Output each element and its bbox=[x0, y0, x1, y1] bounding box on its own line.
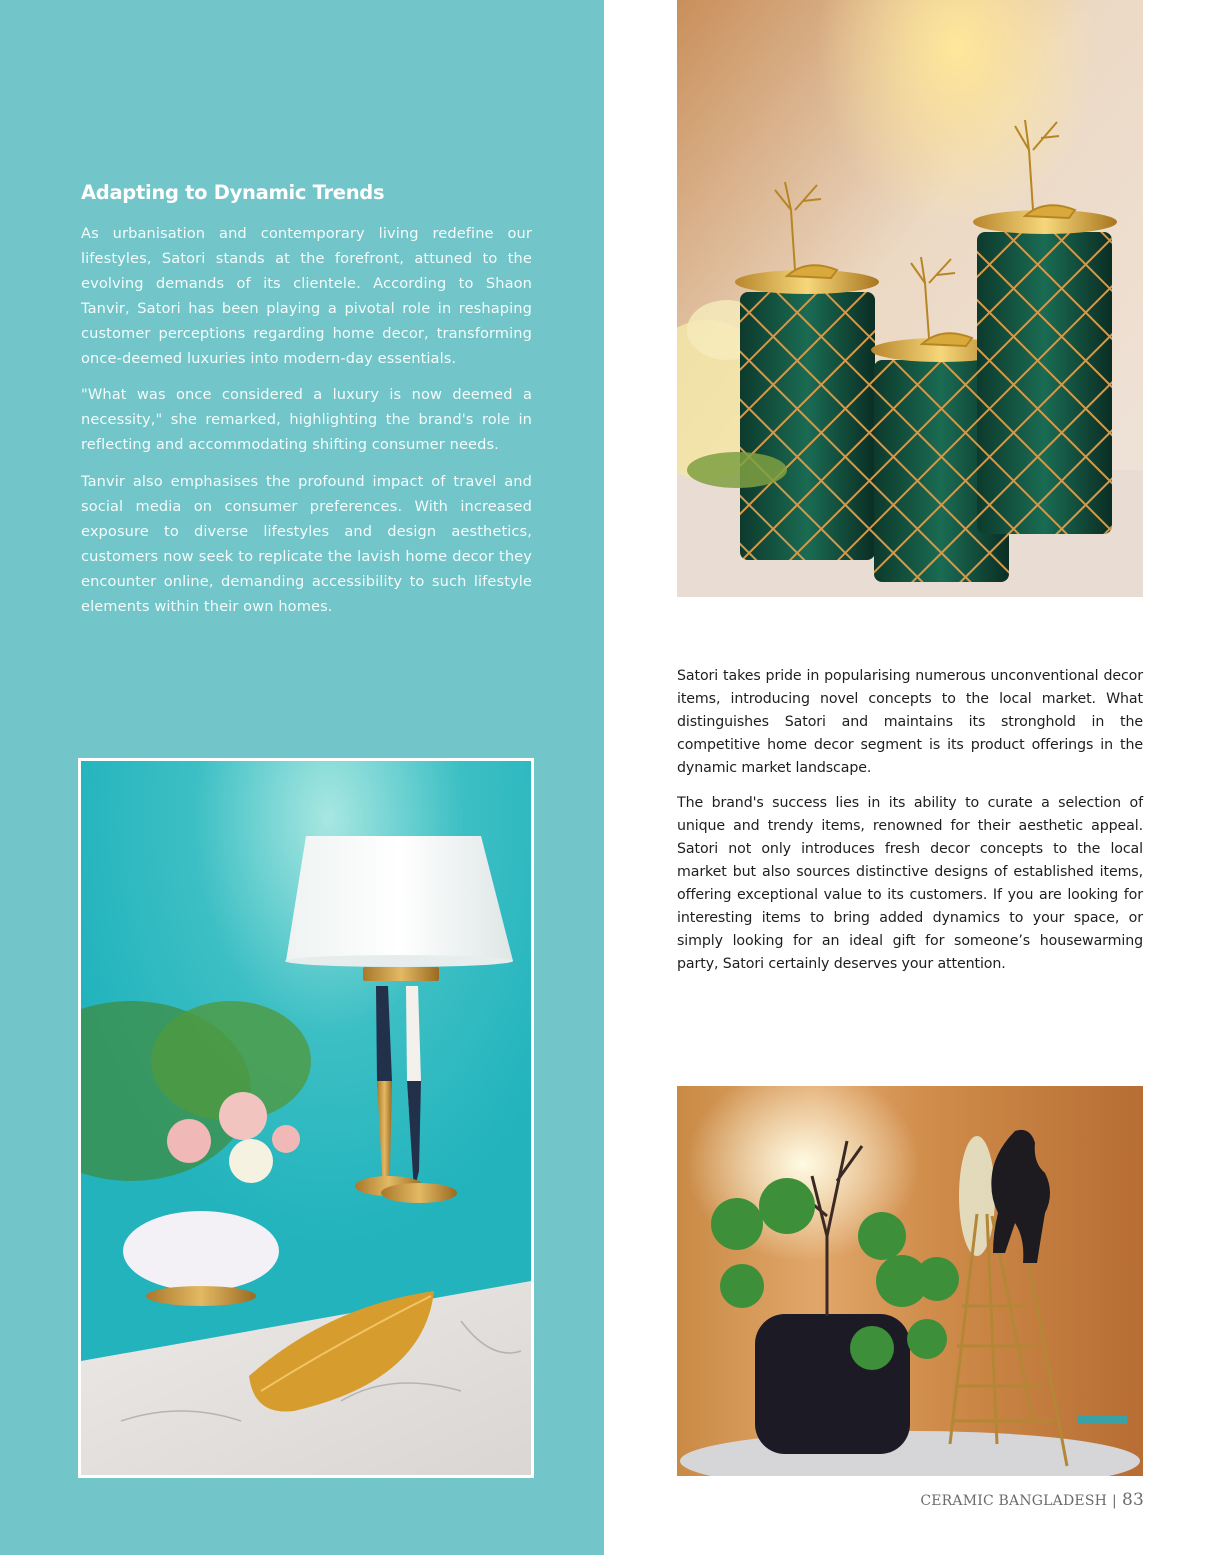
left-column-text bbox=[81, 222, 532, 632]
thinker-illustration bbox=[677, 1086, 1143, 1476]
paragraph-unconventional-decor: Satori takes pride in popularising numerous unconventional decor items, introducing novel concepts to the local market. What distinguishes Satori and maintains its stronghold in the competitive home decor segment is its product offerings in the dynamic market landscape. bbox=[677, 668, 1143, 776]
paragraph-urbanisation: As urbanisation and contemporary living redefine our lifestyles, Satori stands at the forefront, attuned to the evolving demands of its clientele. According to Shaon Tanvir, Satori has been playing a pivotal role in reshaping customer perceptions regarding home decor, transforming once-deemed luxuries into modern-day essentials. bbox=[81, 225, 532, 367]
lamp-photo bbox=[81, 761, 531, 1475]
lamp-illustration bbox=[81, 761, 531, 1475]
thinker-photo bbox=[677, 1086, 1143, 1476]
footer-separator: | bbox=[1112, 1493, 1117, 1509]
jars-illustration bbox=[677, 0, 1143, 597]
publication-name: CERAMIC BANGLADESH bbox=[920, 1493, 1108, 1509]
paragraph-social-media: Tanvir also emphasises the profound impact of travel and social media on consumer preferences. With increased exposure to diverse lifestyles and design aesthetics, customers now seek to replicate the lavish home decor they encounter online, demanding accessibility to such lifestyle elements within their own homes. bbox=[81, 473, 532, 615]
paragraph-brand-success: The brand's success lies in its ability to curate a selection of unique and trendy items, renowned for their aesthetic appeal. Satori not only introduces fresh decor concepts to the local market but also sources distinctive designs of established items, offering exceptional value to its customers. If you are looking for interesting items to bring added dynamics to your space, or simply looking for an ideal gift for someone’s housewarming party, Satori certainly deserves your attention. bbox=[677, 795, 1143, 972]
right-column-text bbox=[677, 665, 1143, 988]
section-heading: Adapting to Dynamic Trends bbox=[81, 181, 385, 204]
paragraph-quote: "What was once considered a luxury is now deemed a necessity," she remarked, highlighting the brand's role in reflecting and accommodating shifting consumer needs. bbox=[81, 386, 532, 454]
page-footer bbox=[920, 1490, 1144, 1510]
page-number: 83 bbox=[1121, 1490, 1144, 1510]
lamp-photo-frame bbox=[78, 758, 534, 1478]
jars-photo bbox=[677, 0, 1143, 597]
